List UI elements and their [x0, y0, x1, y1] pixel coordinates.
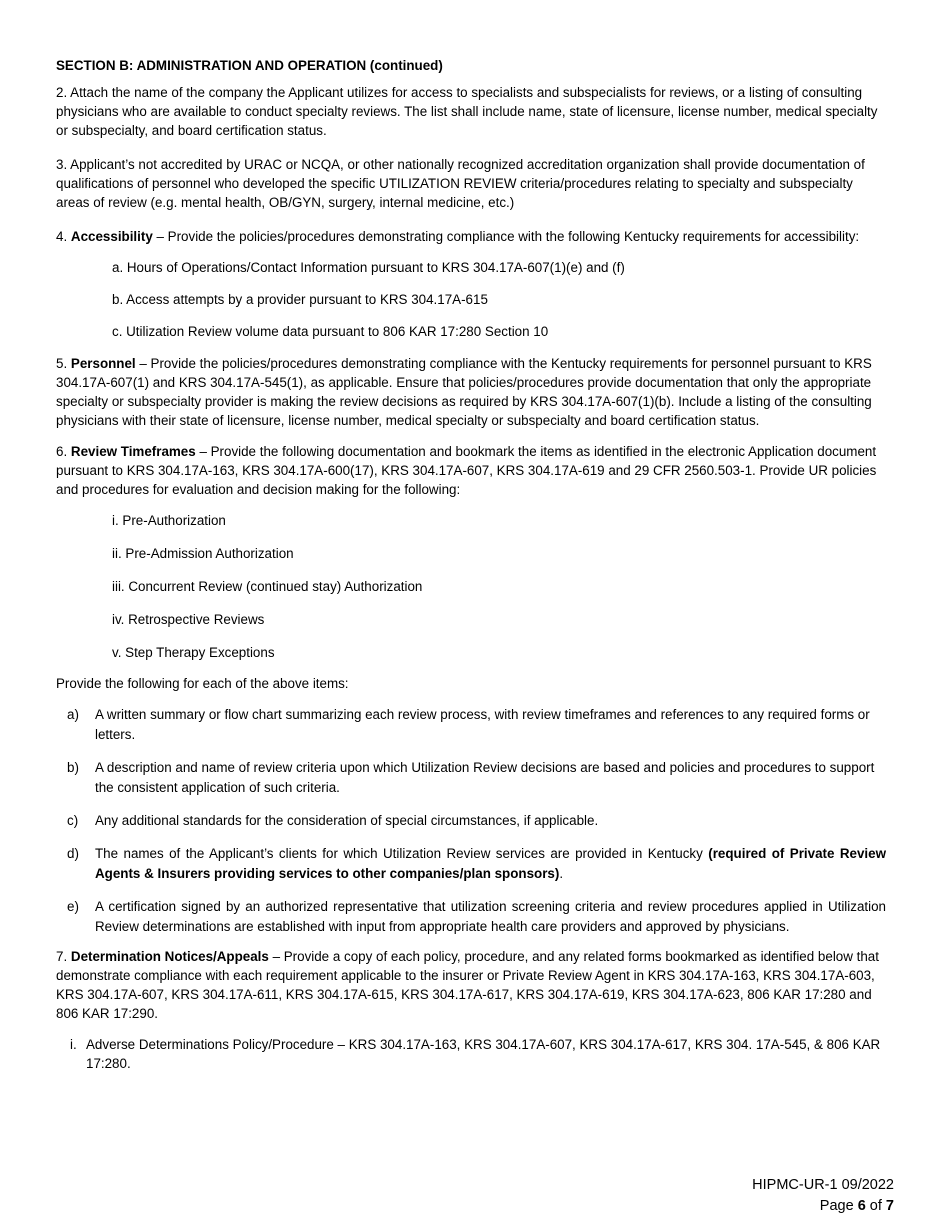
list-item: [56, 897, 886, 937]
page-of: of: [865, 1198, 886, 1214]
item-6-text: – Provide the following documentation and bookmark the items as identified in the electronic Application document pursuant to KRS 304.17A-163, KRS 304.17A-600(17), KRS 304.17A-607, KRS 304.17A-619 and 29 CFR 2560.503-1. Provide UR policies and procedures for evaluation and decision making for the following:: [56, 444, 877, 497]
item-4-paragraph: [56, 227, 886, 246]
provide-following-text: Provide the following for each of the above items:: [56, 676, 349, 691]
list-text-bold: (required of Private Review Agents & Insurers providing services to other companies/plan sponsors): [95, 846, 886, 881]
item-6-number: 6.: [56, 444, 68, 459]
list-text: [95, 844, 886, 884]
item-7-sub-item: [70, 1035, 886, 1073]
list-item: ii. Pre-Admission Authorization: [112, 546, 294, 561]
item-4-sub-a: a. Hours of Operations/Contact Information pursuant to KRS 304.17A-607(1)(e) and (f): [112, 260, 625, 275]
section-heading: SECTION B: ADMINISTRATION AND OPERATION (continued): [56, 58, 443, 73]
list-label: c): [67, 813, 79, 828]
item-7-title: Determination Notices/Appeals: [70, 949, 269, 964]
form-id: HIPMC-UR-1 09/2022: [752, 1177, 894, 1193]
list-text-regular: The names of the Applicant’s clients for which Utilization Review services are provided in Kentucky: [95, 846, 709, 861]
list-label: a): [67, 707, 79, 722]
list-item: v. Step Therapy Exceptions: [112, 645, 275, 660]
item-6-paragraph: [56, 442, 886, 499]
list-text: A certification signed by an authorized representative that utilization screening criteria and review procedures applied in Utilization Review determinations are established with input from appropriate health care providers and approved by physicians.: [95, 899, 886, 934]
item-6-roman-list: [112, 511, 886, 662]
list-text: Any additional standards for the consideration of special circumstances, if applicable.: [95, 813, 599, 828]
list-item: [56, 758, 886, 798]
list-label: b): [67, 760, 79, 775]
item-7-text: – Provide a copy of each policy, procedure, and any related forms bookmarked as identified below that demonstrate compliance with each requirement applicable to the insurer or Private Review Agent in KRS 304.17A-163, KRS 304.17A-603, KRS 304.17A-607, KRS 304.17A-611, KRS 304.17A-615, KRS 304.17A-617, KRS 304.17A-619, KRS 304.17A-623, 806 KAR 17:280 and 806 KAR 17:290.: [56, 949, 879, 1021]
list-label: e): [67, 899, 79, 914]
item-3-paragraph: 3. Applicant’s not accredited by URAC or NCQA, or other nationally recognized accreditation organization shall provide documentation of qualifications of personnel who developed the specific UTILIZATION REVIEW criteria/procedures relating to specialty and subspecialty areas of review (e.g. mental health, OB/GYN, surgery, internal medicine, etc.): [56, 157, 865, 210]
item-4-sub-b: b. Access attempts by a provider pursuant to KRS 304.17A-615: [112, 292, 488, 307]
list-text: A description and name of review criteria upon which Utilization Review decisions are based and policies and procedures to support the consistent application of such criteria.: [95, 760, 875, 795]
item-4-sub-c: c. Utilization Review volume data pursuant to 806 KAR 17:280 Section 10: [112, 324, 549, 339]
item-5-text: – Provide the policies/procedures demonstrating compliance with the Kentucky requirements for personnel pursuant to KRS 304.17A-607(1) and KRS 304.17A-545(1), as applicable. Ensure that policies/procedures provide documentation that only the appropriate specialty or subspecialty provider is making the review decisions as required by KRS 304.17A-607(1)(b). Include a listing of the consulting physicians with their state of licensure, license number, medical specialty or subspecialty and board certification status.: [56, 356, 872, 428]
item-5-title: Personnel: [70, 356, 136, 371]
document-page: [56, 56, 886, 1073]
item-5-number: 5.: [56, 356, 68, 371]
item-6-title: Review Timeframes: [70, 444, 196, 459]
page-footer: [752, 1175, 894, 1217]
list-item: i. Pre-Authorization: [112, 513, 226, 528]
page-current: 6: [857, 1198, 866, 1214]
list-text: Adverse Determinations Policy/Procedure – KRS 304.17A-163, KRS 304.17A-607, KRS 304.17A-617, KRS 304. 17A-545, & 806 KAR 17:280.: [86, 1037, 881, 1071]
list-label: d): [67, 846, 79, 861]
item-4-title: Accessibility: [70, 229, 153, 244]
page-total: 7: [885, 1198, 894, 1214]
list-item: iv. Retrospective Reviews: [112, 612, 265, 627]
list-item: [56, 705, 886, 745]
list-text: A written summary or flow chart summarizing each review process, with review timeframes and references to any required forms or letters.: [95, 707, 870, 742]
list-item: [56, 844, 886, 884]
page-number: [752, 1196, 894, 1217]
list-text-after: .: [559, 866, 564, 881]
item-4-number: 4.: [56, 229, 68, 244]
item-2-paragraph: 2. Attach the name of the company the Applicant utilizes for access to specialists and subspecialists for reviews, or a listing of consulting physicians who are available to conduct specialty reviews. The list shall include name, state of licensure, license number, medical specialty or subspecialty, and board certification status.: [56, 85, 878, 138]
item-5-paragraph: [56, 354, 886, 430]
list-item: iii. Concurrent Review (continued stay) Authorization: [112, 579, 423, 594]
item-7-number: 7.: [56, 949, 68, 964]
item-4-text: – Provide the policies/procedures demonstrating compliance with the following Kentucky requirements for accessibility:: [152, 229, 860, 244]
list-item: [56, 811, 886, 831]
item-7-paragraph: [56, 947, 886, 1023]
item-6-alpha-list: [56, 705, 886, 937]
list-label: i.: [70, 1037, 77, 1052]
page-prefix: Page: [819, 1198, 858, 1214]
